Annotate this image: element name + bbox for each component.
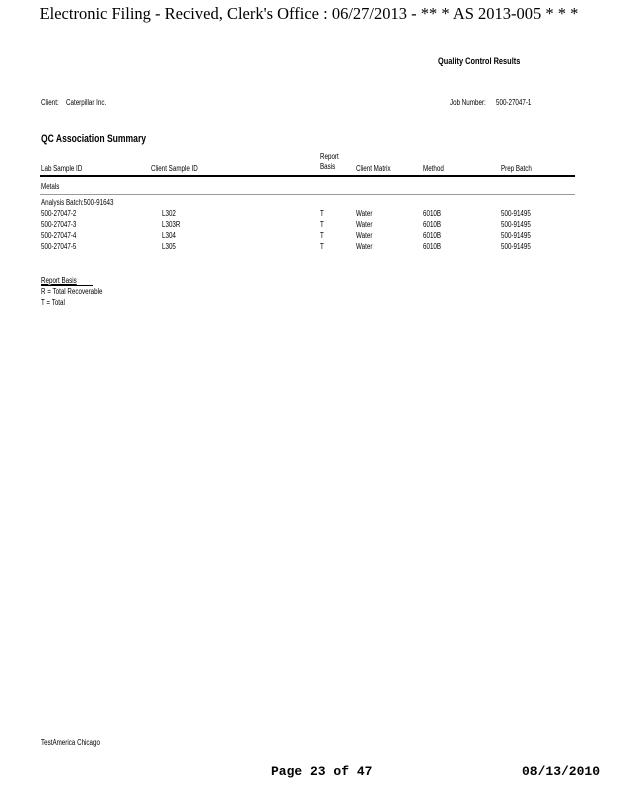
report-title: Quality Control Results	[438, 56, 521, 67]
legend-item: T = Total	[41, 298, 65, 307]
cell-lab-sample-id: 500-27047-2	[41, 209, 77, 218]
cell-method: 6010B	[423, 209, 442, 218]
cell-method: 6010B	[423, 220, 442, 229]
header-report-basis-line2: Basis	[320, 162, 336, 171]
job-number-value: 500-27047-1	[496, 98, 532, 107]
cell-lab-sample-id: 500-27047-3	[41, 220, 77, 229]
cell-prep-batch: 500-91495	[501, 231, 531, 240]
cell-lab-sample-id: 500-27047-4	[41, 231, 77, 240]
cell-client-matrix: Water	[356, 209, 373, 218]
cell-client-matrix: Water	[356, 242, 373, 251]
cell-method: 6010B	[423, 242, 442, 251]
job-number-label: Job Number:	[450, 98, 486, 107]
cell-client-matrix: Water	[356, 231, 373, 240]
group-rule	[40, 194, 575, 195]
analysis-batch-label: Analysis Batch:500-91643	[41, 198, 114, 207]
lab-name: TestAmerica Chicago	[41, 738, 100, 747]
cell-prep-batch: 500-91495	[501, 242, 531, 251]
header-method: Method	[423, 164, 444, 173]
cell-prep-batch: 500-91495	[501, 220, 531, 229]
footer-date: 08/13/2010	[522, 764, 601, 779]
cell-lab-sample-id: 500-27047-5	[41, 242, 77, 251]
client-value: Caterpillar Inc.	[66, 98, 107, 107]
cell-client-sample-id: L304	[162, 231, 176, 240]
cell-report-basis: T	[320, 231, 324, 240]
legend-title: Report Basis	[41, 276, 77, 285]
filing-banner: Electronic Filing - Recived, Clerk's Office : 06/27/2013 - ** * AS 2013-005 * * *	[39, 4, 579, 23]
page-number: Page 23 of 47	[271, 764, 373, 779]
legend-item: R = Total Recoverable	[41, 287, 103, 296]
cell-method: 6010B	[423, 231, 442, 240]
legend-underline	[41, 285, 93, 286]
cell-client-sample-id: L302	[162, 209, 176, 218]
cell-prep-batch: 500-91495	[501, 209, 531, 218]
cell-report-basis: T	[320, 209, 324, 218]
section-title: QC Association Summary	[41, 133, 147, 145]
header-report-basis-line1: Report	[320, 152, 339, 161]
group-label: Metals	[41, 182, 60, 191]
cell-client-sample-id: L305	[162, 242, 176, 251]
cell-client-sample-id: L303R	[162, 220, 181, 229]
cell-report-basis: T	[320, 242, 324, 251]
client-label: Client:	[41, 98, 59, 107]
header-client-sample-id: Client Sample ID	[151, 164, 198, 173]
header-lab-sample-id: Lab Sample ID	[41, 164, 83, 173]
cell-client-matrix: Water	[356, 220, 373, 229]
cell-report-basis: T	[320, 220, 324, 229]
header-prep-batch: Prep Batch	[501, 164, 532, 173]
header-client-matrix: Client Matrix	[356, 164, 391, 173]
header-rule	[40, 175, 575, 177]
